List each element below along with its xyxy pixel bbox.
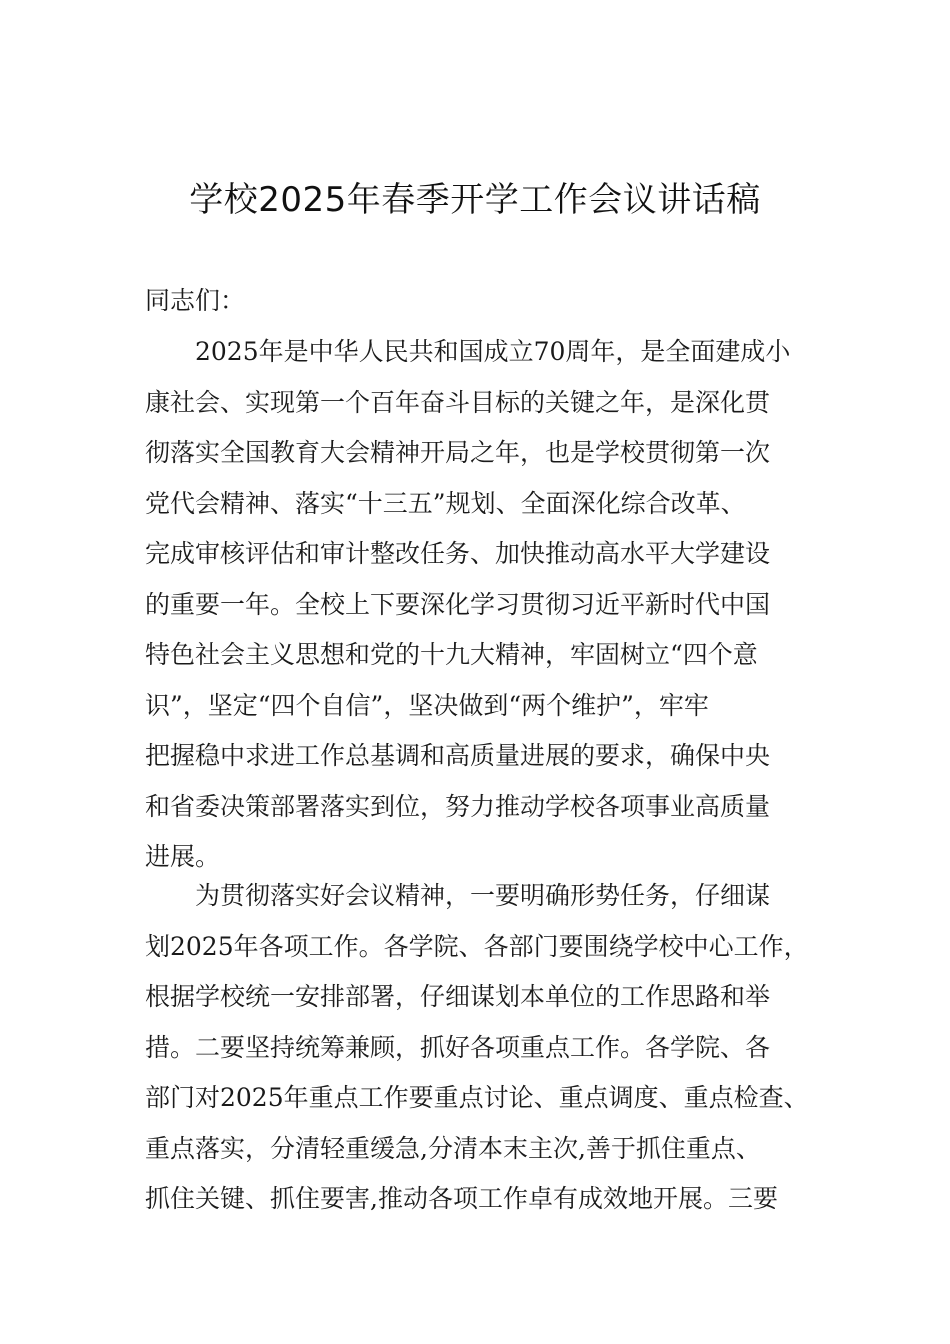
paragraph-line: 重点落实，分清轻重缓急,分清本末主次,善于抓住重点、 (145, 1133, 761, 1163)
paragraph-line: 的重要一年。全校上下要深化学习贯彻习近平新时代中国 (145, 589, 771, 619)
paragraph-line: 特色社会主义思想和党的十九大精神，牢固树立“四个意 (145, 640, 758, 669)
paragraph-line: 党代会精神、落实“十三五”规划、全面深化综合改革、 (145, 488, 746, 518)
paragraph-line: 识”，坚定“四个自信”，坚决做到“两个维护”，牢牢 (145, 690, 709, 720)
paragraph-2 (145, 871, 825, 1225)
salutation: 同志们： (145, 286, 246, 315)
paragraph-line: 进展。 (145, 842, 221, 871)
paragraph-line: 划2025年各项工作。各学院、各部门要围绕学校中心工作， (145, 931, 809, 961)
paragraph-line: 为贯彻落实好会议精神，一要明确形势任务，仔细谋 (195, 881, 771, 910)
paragraph-line: 把握稳中求进工作总基调和高质量进展的要求，确保中央 (145, 741, 771, 770)
paragraph-line: 康社会、实现第一个百年奋斗目标的关键之年，是深化贯 (145, 387, 771, 417)
paragraph-line: 抓住关键、抓住要害,推动各项工作卓有成效地开展。三要 (145, 1184, 778, 1213)
paragraph-line: 根据学校统一安排部署，仔细谋划本单位的工作思路和举 (145, 982, 771, 1011)
paragraph-line: 措。二要坚持统筹兼顾，抓好各项重点工作。各学院、各 (145, 1032, 771, 1062)
paragraph-1 (145, 327, 825, 883)
paragraph-line: 2025年是中华人民共和国成立70周年，是全面建成小 (195, 337, 791, 366)
paragraph-line: 部门对2025年重点工作要重点讨论、重点调度、重点检查、 (145, 1083, 809, 1112)
paragraph-line: 和省委决策部署落实到位，努力推动学校各项事业高质量 (145, 791, 771, 821)
document-title: 学校2025年春季开学工作会议讲话稿 (189, 180, 761, 220)
paragraph-line: 彻落实全国教育大会精神开局之年，也是学校贯彻第一次 (145, 438, 771, 467)
paragraph-line: 完成审核评估和审计整改任务、加快推动高水平大学建设 (145, 539, 771, 568)
